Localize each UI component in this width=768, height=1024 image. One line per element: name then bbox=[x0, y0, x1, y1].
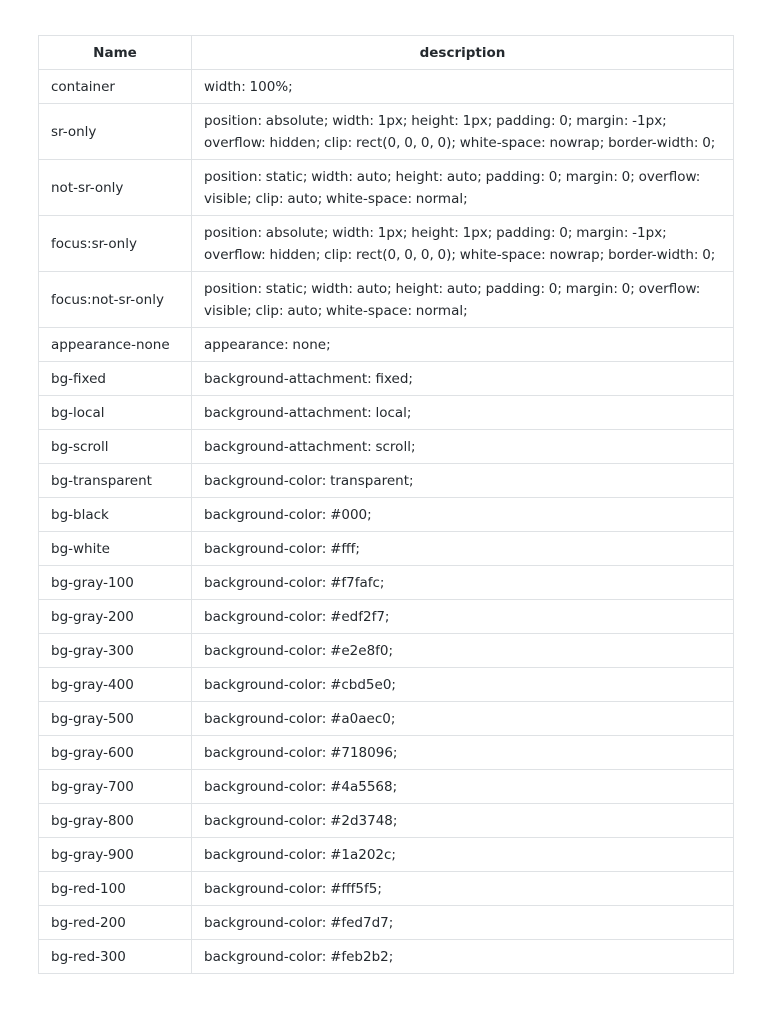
description-cell: background-color: #cbd5e0; bbox=[192, 668, 734, 702]
class-name-cell: bg-transparent bbox=[39, 464, 192, 498]
class-name-cell: sr-only bbox=[39, 104, 192, 160]
class-name-cell: appearance-none bbox=[39, 328, 192, 362]
class-name-cell: bg-scroll bbox=[39, 430, 192, 464]
description-cell: background-color: #fed7d7; bbox=[192, 906, 734, 940]
table-row bbox=[39, 838, 734, 872]
table-row bbox=[39, 272, 734, 328]
class-name-cell: bg-gray-600 bbox=[39, 736, 192, 770]
table-row bbox=[39, 328, 734, 362]
description-cell: background-color: #fff5f5; bbox=[192, 872, 734, 906]
table-row bbox=[39, 804, 734, 838]
class-name-cell: bg-gray-900 bbox=[39, 838, 192, 872]
column-header-name: Name bbox=[39, 36, 192, 70]
table-row bbox=[39, 566, 734, 600]
table-row bbox=[39, 104, 734, 160]
table-row bbox=[39, 906, 734, 940]
class-name-cell: bg-gray-300 bbox=[39, 634, 192, 668]
class-name-cell: bg-gray-700 bbox=[39, 770, 192, 804]
description-cell: background-color: #a0aec0; bbox=[192, 702, 734, 736]
description-cell: background-color: #1a202c; bbox=[192, 838, 734, 872]
description-cell: width: 100%; bbox=[192, 70, 734, 104]
table-row bbox=[39, 532, 734, 566]
table-row bbox=[39, 702, 734, 736]
description-cell: background-color: #feb2b2; bbox=[192, 940, 734, 974]
description-cell: background-color: #000; bbox=[192, 498, 734, 532]
table-row bbox=[39, 216, 734, 272]
class-name-cell: bg-red-300 bbox=[39, 940, 192, 974]
table-row bbox=[39, 430, 734, 464]
utility-class-table bbox=[38, 35, 734, 974]
class-name-cell: bg-gray-800 bbox=[39, 804, 192, 838]
description-cell: background-color: #e2e8f0; bbox=[192, 634, 734, 668]
table-row bbox=[39, 396, 734, 430]
class-name-cell: bg-black bbox=[39, 498, 192, 532]
table-row bbox=[39, 940, 734, 974]
table-row bbox=[39, 498, 734, 532]
table-row bbox=[39, 770, 734, 804]
class-name-cell: focus:sr-only bbox=[39, 216, 192, 272]
description-cell: background-color: #edf2f7; bbox=[192, 600, 734, 634]
description-cell: background-attachment: local; bbox=[192, 396, 734, 430]
description-cell: background-color: #4a5568; bbox=[192, 770, 734, 804]
class-name-cell: bg-fixed bbox=[39, 362, 192, 396]
class-name-cell: bg-white bbox=[39, 532, 192, 566]
column-header-description: description bbox=[192, 36, 734, 70]
table-row bbox=[39, 70, 734, 104]
table-row bbox=[39, 872, 734, 906]
description-cell: position: static; width: auto; height: auto; padding: 0; margin: 0; overflow: visible; clip: auto; white-space: normal; bbox=[192, 160, 734, 216]
class-name-cell: bg-red-200 bbox=[39, 906, 192, 940]
description-cell: position: absolute; width: 1px; height: 1px; padding: 0; margin: -1px; overflow: hidden; clip: rect(0, 0, 0, 0); white-space: nowrap; border-width: 0; bbox=[192, 216, 734, 272]
class-name-cell: bg-local bbox=[39, 396, 192, 430]
class-name-cell: bg-red-100 bbox=[39, 872, 192, 906]
description-cell: background-attachment: fixed; bbox=[192, 362, 734, 396]
description-cell: background-color: transparent; bbox=[192, 464, 734, 498]
description-cell: background-color: #718096; bbox=[192, 736, 734, 770]
table-row bbox=[39, 634, 734, 668]
class-name-cell: focus:not-sr-only bbox=[39, 272, 192, 328]
description-cell: position: static; width: auto; height: auto; padding: 0; margin: 0; overflow: visible; clip: auto; white-space: normal; bbox=[192, 272, 734, 328]
class-name-cell: not-sr-only bbox=[39, 160, 192, 216]
document bbox=[38, 35, 733, 974]
class-name-cell: bg-gray-500 bbox=[39, 702, 192, 736]
table-row bbox=[39, 668, 734, 702]
description-cell: background-color: #f7fafc; bbox=[192, 566, 734, 600]
description-cell: background-color: #2d3748; bbox=[192, 804, 734, 838]
description-cell: background-color: #fff; bbox=[192, 532, 734, 566]
description-cell: background-attachment: scroll; bbox=[192, 430, 734, 464]
table-row bbox=[39, 600, 734, 634]
table-row bbox=[39, 736, 734, 770]
table-row bbox=[39, 362, 734, 396]
class-name-cell: bg-gray-400 bbox=[39, 668, 192, 702]
table-row bbox=[39, 464, 734, 498]
class-name-cell: bg-gray-200 bbox=[39, 600, 192, 634]
table-row bbox=[39, 160, 734, 216]
description-cell: position: absolute; width: 1px; height: 1px; padding: 0; margin: -1px; overflow: hidden; clip: rect(0, 0, 0, 0); white-space: nowrap; border-width: 0; bbox=[192, 104, 734, 160]
class-name-cell: container bbox=[39, 70, 192, 104]
class-name-cell: bg-gray-100 bbox=[39, 566, 192, 600]
description-cell: appearance: none; bbox=[192, 328, 734, 362]
table-header-row bbox=[39, 36, 734, 70]
